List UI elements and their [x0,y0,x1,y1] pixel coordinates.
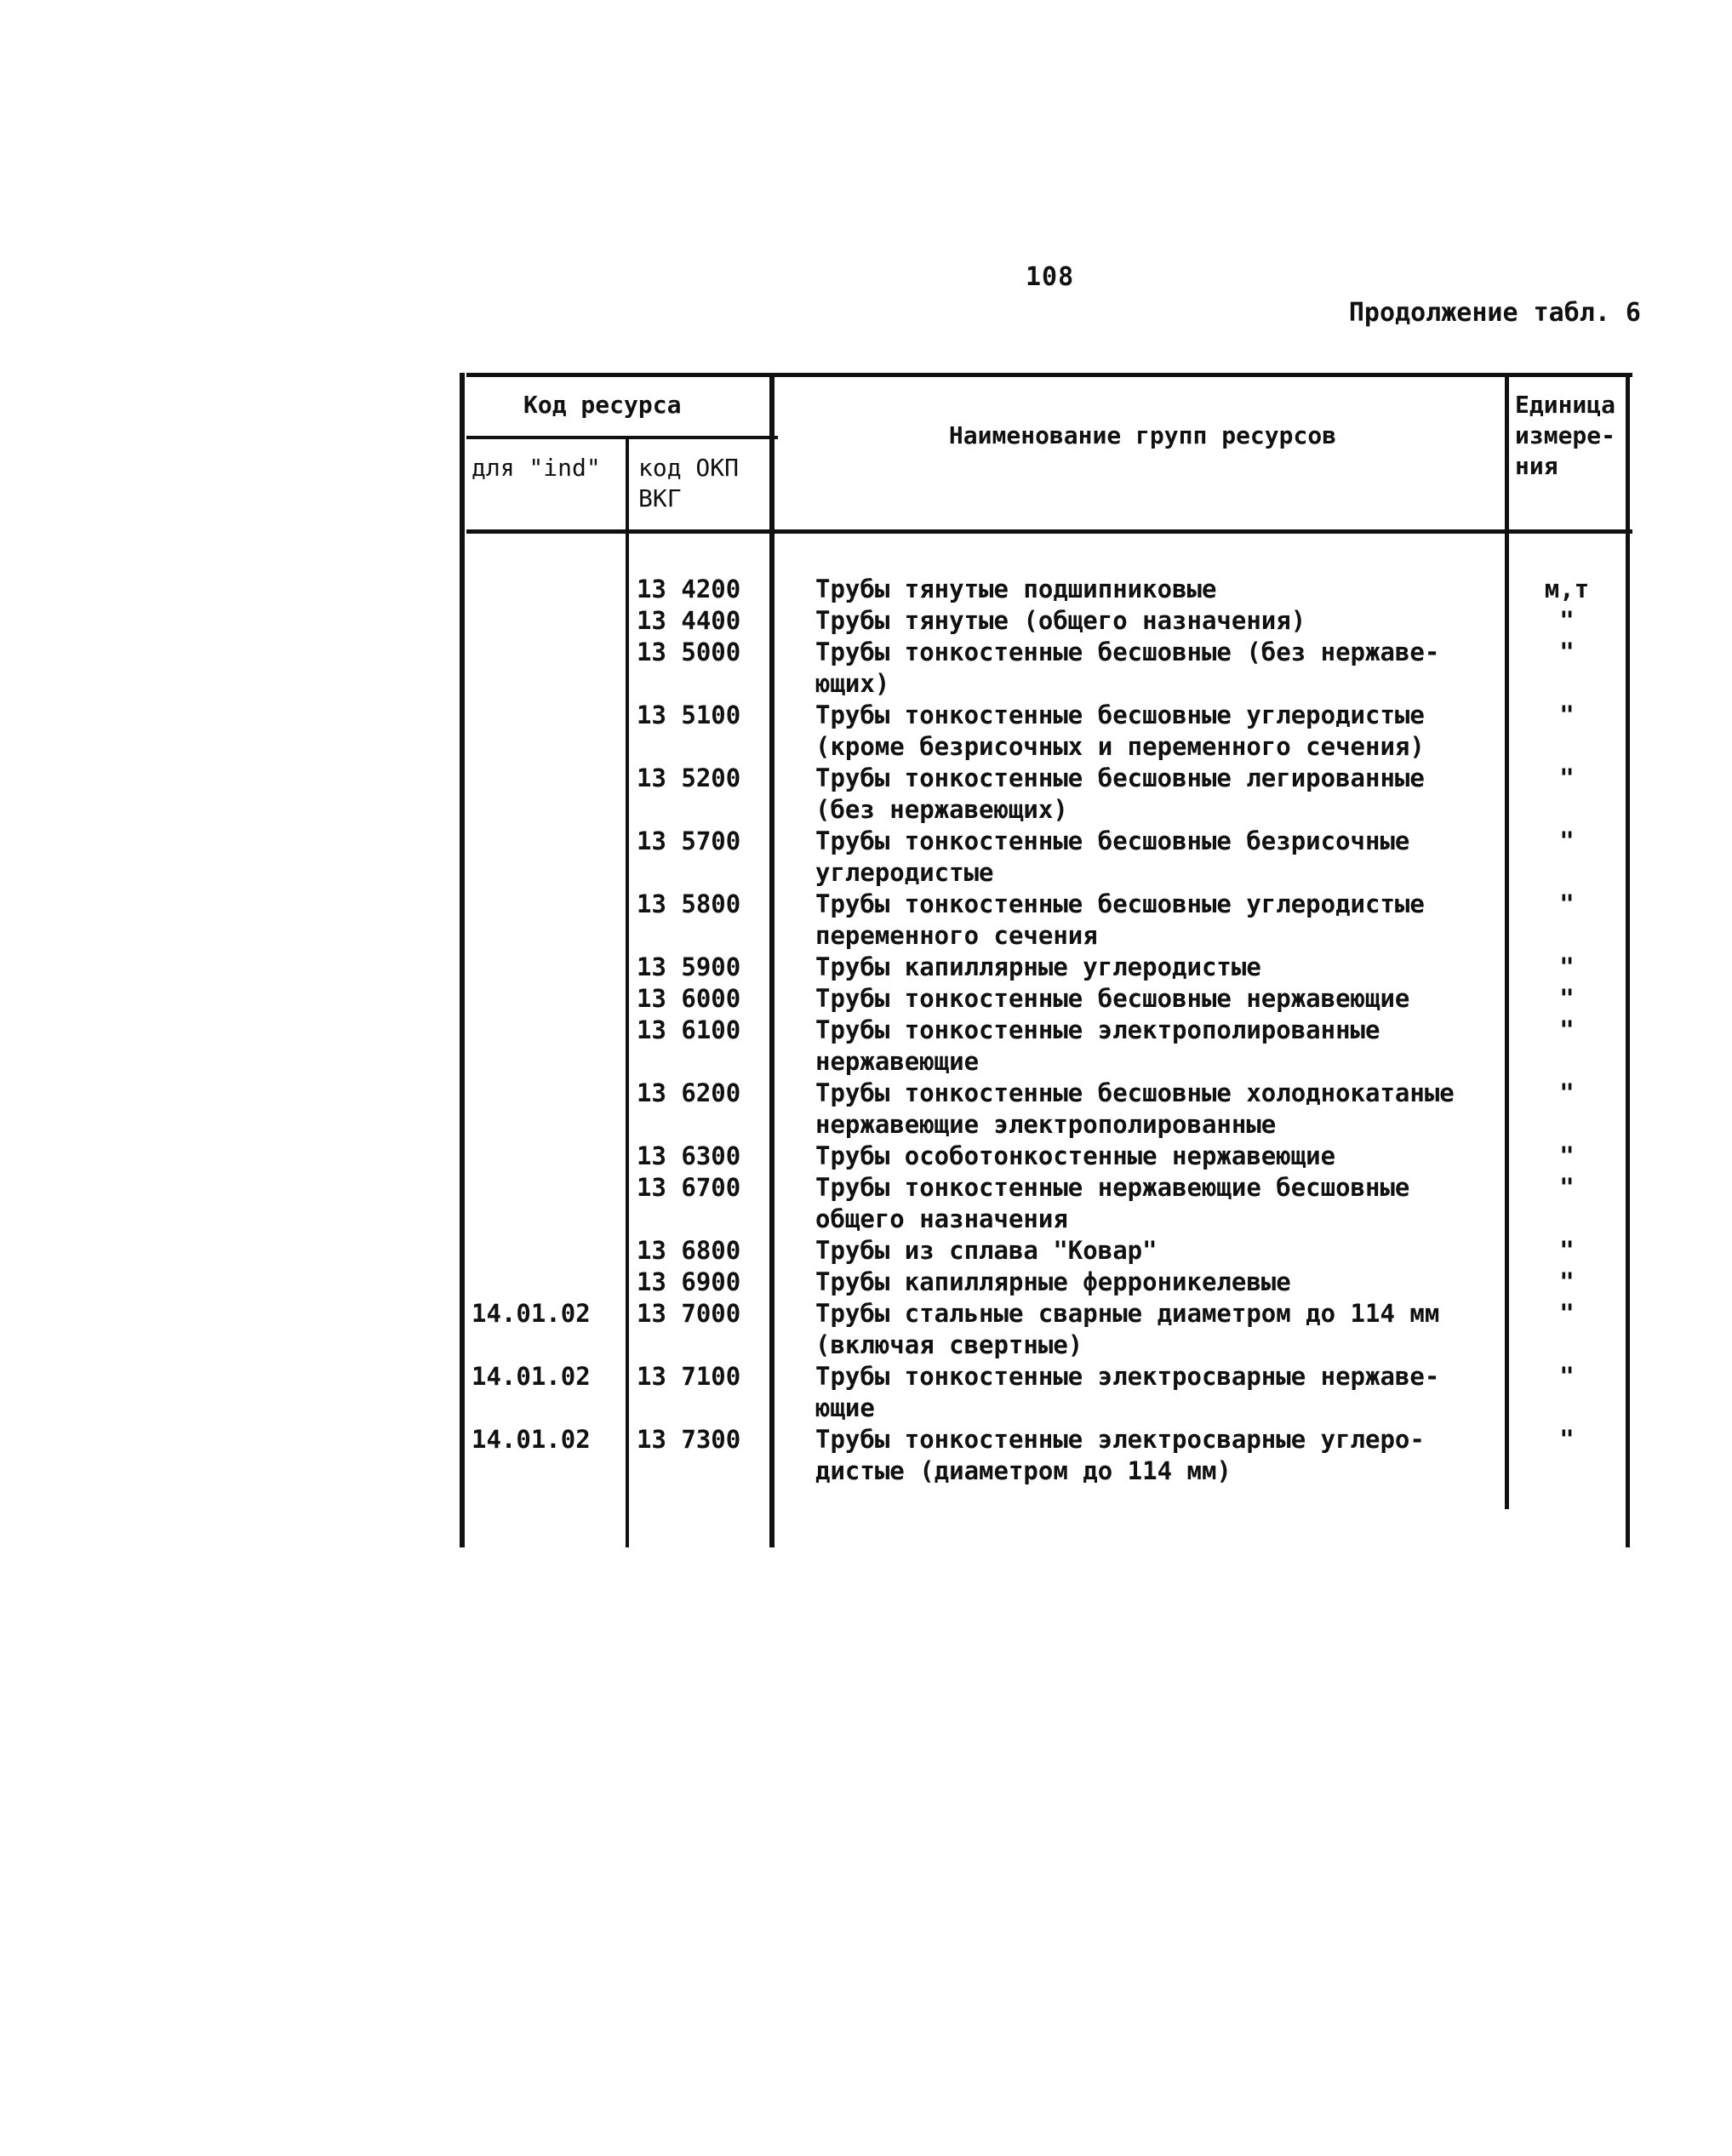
cell-unit: " [1559,984,1575,1013]
cell-okp-code: 13 7000 [637,1299,741,1328]
cell-unit: " [1559,638,1575,666]
cell-unit: " [1559,1425,1575,1454]
cell-unit: " [1559,606,1575,635]
table-row [460,1141,1632,1172]
cell-okp-code: 13 4200 [637,575,741,603]
header-resource-code: Код ресурса [523,391,682,419]
cell-okp-code: 13 5100 [637,701,741,729]
table-row [460,1298,1632,1361]
cell-group-name: Трубы тонкостенные бесшовные легированные (без нержавеющих) [815,763,1425,824]
page-number: 108 [1026,262,1075,292]
cell-okp-code: 13 6900 [637,1267,741,1296]
cell-group-name: Трубы капиллярные углеродистые [815,952,1261,981]
cell-group-name: Трубы из сплава "Ковар" [815,1236,1158,1265]
cell-group-name: Трубы тонкостенные бесшовные холоднокатаные нержавеющие электрополированные [815,1078,1455,1139]
header-bottom-border [466,529,1632,534]
table-row [460,605,1632,637]
table-top-border [466,373,1632,377]
cell-okp-code: 13 5900 [637,952,741,981]
table-row [460,1235,1632,1267]
cell-unit: " [1559,763,1575,792]
table-row [460,1424,1632,1487]
cell-group-name: Трубы тонкостенные бесшовные углеродистые (кроме безрисочных и переменного сечения) [815,701,1425,761]
table-row [460,1267,1632,1298]
table-row [460,574,1632,605]
cell-unit: " [1559,826,1575,855]
header-okp-code: код ОКП ВКГ [638,454,740,512]
cell-group-name: Трубы тонкостенные нержавеющие бесшовные общего назначения [815,1173,1410,1233]
cell-group-name: Трубы особотонкостенные нержавеющие [815,1141,1336,1170]
cell-ind-code: 14.01.02 [472,1299,591,1328]
cell-okp-code: 13 7100 [637,1362,741,1391]
table-row [460,763,1632,826]
table-row [460,1361,1632,1424]
resource-table [460,373,1632,1547]
cell-okp-code: 13 6800 [637,1236,741,1265]
table-continuation-label: Продолжение табл. 6 [1348,298,1641,328]
cell-unit: " [1559,1078,1575,1107]
cell-okp-code: 13 6200 [637,1078,741,1107]
cell-group-name: Трубы капиллярные ферроникелевые [815,1267,1291,1296]
cell-unit: " [1559,1236,1575,1265]
cell-unit: " [1559,1299,1575,1328]
table-row [460,1015,1632,1078]
table-row [460,826,1632,889]
table-row [460,1078,1632,1141]
cell-group-name: Трубы тонкостенные электросварные нержаве-ющие [815,1362,1440,1422]
header-for-ind: для "ind" [472,454,601,482]
cell-ind-code: 14.01.02 [472,1362,591,1391]
cell-okp-code: 13 5200 [637,763,741,792]
cell-group-name: Трубы тянутые (общего назначения) [815,606,1306,635]
cell-okp-code: 13 5800 [637,889,741,918]
cell-okp-code: 13 6700 [637,1173,741,1202]
cell-group-name: Трубы тонкостенные электросварные углеро-дистые (диаметром до 114 мм) [815,1425,1425,1485]
cell-unit: " [1559,1015,1575,1044]
cell-okp-code: 13 5000 [637,638,741,666]
cell-unit: " [1559,1362,1575,1391]
cell-group-name: Трубы тонкостенные бесшовные нержавеющие [815,984,1410,1013]
cell-unit: " [1559,889,1575,918]
cell-group-name: Трубы тянутые подшипниковые [815,575,1217,603]
cell-okp-code: 13 6300 [637,1141,741,1170]
header-subdivider [466,436,778,439]
cell-ind-code: 14.01.02 [472,1425,591,1454]
table-row [460,1172,1632,1235]
table-row [460,983,1632,1015]
table-row [460,952,1632,983]
cell-unit: " [1559,1173,1575,1202]
cell-group-name: Трубы тонкостенные бесшовные углеродистые переменного сечения [815,889,1425,950]
table-row [460,637,1632,700]
cell-group-name: Трубы тонкостенные электрополированные нержавеющие [815,1015,1380,1076]
header-unit: Единица измере-ния [1515,391,1616,480]
cell-unit: " [1559,1141,1575,1170]
cell-group-name: Трубы тонкостенные бесшовные (без нержаве-ющих) [815,638,1440,698]
cell-unit: " [1559,701,1575,729]
table-row [460,889,1632,952]
cell-group-name: Трубы тонкостенные бесшовные безрисочные углеродистые [815,826,1410,887]
cell-group-name: Трубы стальные сварные диаметром до 114 мм (включая свертные) [815,1299,1440,1359]
table-body [460,574,1632,1487]
table-row [460,700,1632,763]
cell-okp-code: 13 6100 [637,1015,741,1044]
header-group-name: Наименование групп ресурсов [948,421,1337,449]
cell-unit: " [1559,1267,1575,1296]
cell-okp-code: 13 6000 [637,984,741,1013]
cell-unit: м,т [1544,575,1590,603]
cell-unit: " [1559,952,1575,981]
cell-okp-code: 13 4400 [637,606,741,635]
cell-okp-code: 13 7300 [637,1425,741,1454]
cell-okp-code: 13 5700 [637,826,741,855]
